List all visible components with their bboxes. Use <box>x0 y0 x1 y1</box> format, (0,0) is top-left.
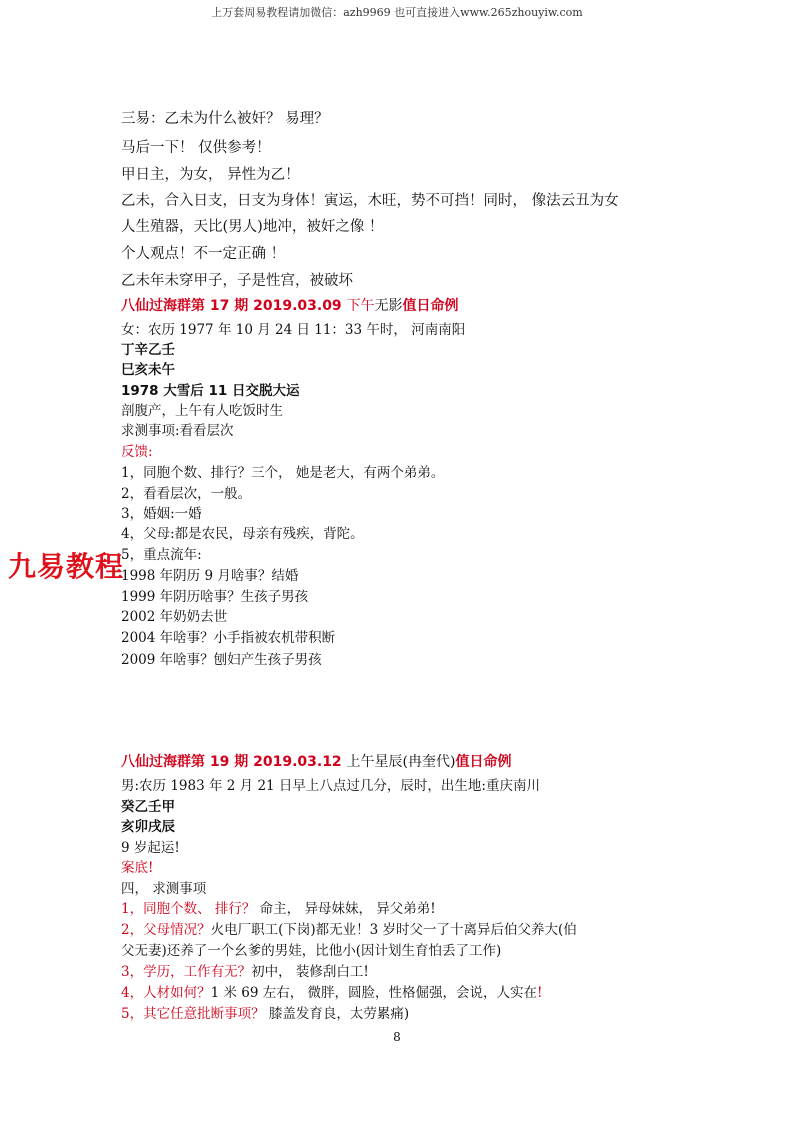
bazi-branches: 亥卯戌辰 <box>121 819 175 835</box>
case-19-title <box>121 751 511 771</box>
luck-info: 1978 大雪后 11 日交脱大运 <box>121 383 300 399</box>
feedback-item: 5，重点流年: <box>121 547 202 563</box>
title-part: 下午 <box>346 298 375 314</box>
feedback-item: 1998 年阴历 9 月啥事？结婚 <box>121 568 299 584</box>
bazi-branches: 巳亥未午 <box>121 362 175 378</box>
feedback-item: 2，看看层次，一般。 <box>121 486 252 502</box>
feedback-item: 1，同胞个数、排行？三个， 她是老大，有两个弟弟。 <box>121 465 445 481</box>
title-part: 值日命例 <box>402 298 459 314</box>
page-header: 上万套周易教程请加微信：azh9969 也可直接进入www.265zhouyiw.com <box>211 6 583 19</box>
bazi-stems: 癸乙壬甲 <box>121 799 175 815</box>
query-item <box>121 960 369 980</box>
feedback-item: 3，婚姻:一婚 <box>121 506 202 522</box>
query-item <box>121 897 436 917</box>
note: 剖腹产，上午有人吃饭时生 <box>121 403 283 419</box>
feedback-item: 2004 年啥事？小手指被农机带积断 <box>121 630 336 646</box>
page-number: 8 <box>393 1030 401 1044</box>
feedback-label: 反馈: <box>121 444 153 460</box>
query-question: 2，父母情况？ <box>121 922 211 938</box>
bazi-stems: 丁辛乙壬 <box>121 342 175 358</box>
query-label: 四， 求测事项 <box>121 881 207 897</box>
feedback-item: 4，父母:都是农民，母亲有残疾，背陀。 <box>121 526 364 542</box>
note: 求测事项:看看层次 <box>121 423 234 439</box>
query-answer: 命主， 异母妹妹， 异父弟弟! <box>255 901 436 917</box>
query-end-mark: ! <box>537 985 543 1001</box>
query-item <box>121 918 577 938</box>
feedback-item: 2009 年啥事？刨妇产生孩子男孩 <box>121 652 322 668</box>
query-question: 5，其它任意批断事项？ <box>121 1006 265 1022</box>
query-answer: 膝盖发育良，太劳累痛) <box>264 1006 410 1022</box>
text-line: 乙未，合入日支，日支为身体！寅运，木旺，势不可挡！同时， 像法云丑为女 <box>121 193 619 209</box>
luck-info: 9 岁起运! <box>121 840 180 856</box>
title-part: 值日命例 <box>455 754 512 770</box>
feedback-item: 2002 年奶奶去世 <box>121 609 228 625</box>
title-part: 上午星辰(冉奎代) <box>346 754 456 770</box>
title-part: 八仙过海群第 19 期 2019.03.12 <box>121 754 347 770</box>
query-answer: 1 米 69 左右， 微胖，圆脸，性格倔强，会说，人实在 <box>210 985 538 1001</box>
query-answer: 初中， 装修刮白工! <box>251 964 369 980</box>
query-question: 3，学历，工作有无？ <box>121 964 252 980</box>
query-question: 4，人材如何？ <box>121 985 211 1001</box>
text-line: 三易：乙未为什么被奸？ 易理？ <box>121 111 329 127</box>
text-line: 甲日主，为女， 异性为乙！ <box>121 167 300 183</box>
query-answer: 火电厂职工(下岗)都无业！3 岁时父一了十离异后伯父养大(伯 <box>210 922 577 938</box>
query-item <box>121 1002 409 1022</box>
query-item-continued: 父无妻)还养了一个幺爹的男娃，比他小(因计划生育怕丢了工作) <box>121 943 502 959</box>
text-line: 个人观点！不一定正确 ！ <box>121 246 286 262</box>
case-17-title <box>121 295 459 315</box>
text-line: 乙未年未穿甲子，子是性宫，被破坏 <box>121 273 353 289</box>
query-question: 1，同胞个数、 排行？ <box>121 901 256 917</box>
birth-info: 女：农历 1977 年 10 月 24 日 11：33 午时， 河南南阳 <box>121 322 466 338</box>
watermark-logo: 九易教程 <box>8 550 125 583</box>
text-line: 人生殖器，天比(男人)地冲，被奸之像 ！ <box>121 219 384 235</box>
feedback-item: 1999 年阴历啥事？生孩子男孩 <box>121 589 309 605</box>
case-label: 案底! <box>121 860 154 876</box>
text-line: 马后一下！ 仅供参考！ <box>121 140 271 156</box>
title-part: 八仙过海群第 17 期 2019.03.09 <box>121 298 347 314</box>
query-item <box>121 981 542 1001</box>
birth-info: 男:农历 1983 年 2 月 21 日早上八点过几分，辰时，出生地:重庆南川 <box>121 778 540 794</box>
title-part: 无影 <box>374 298 403 314</box>
